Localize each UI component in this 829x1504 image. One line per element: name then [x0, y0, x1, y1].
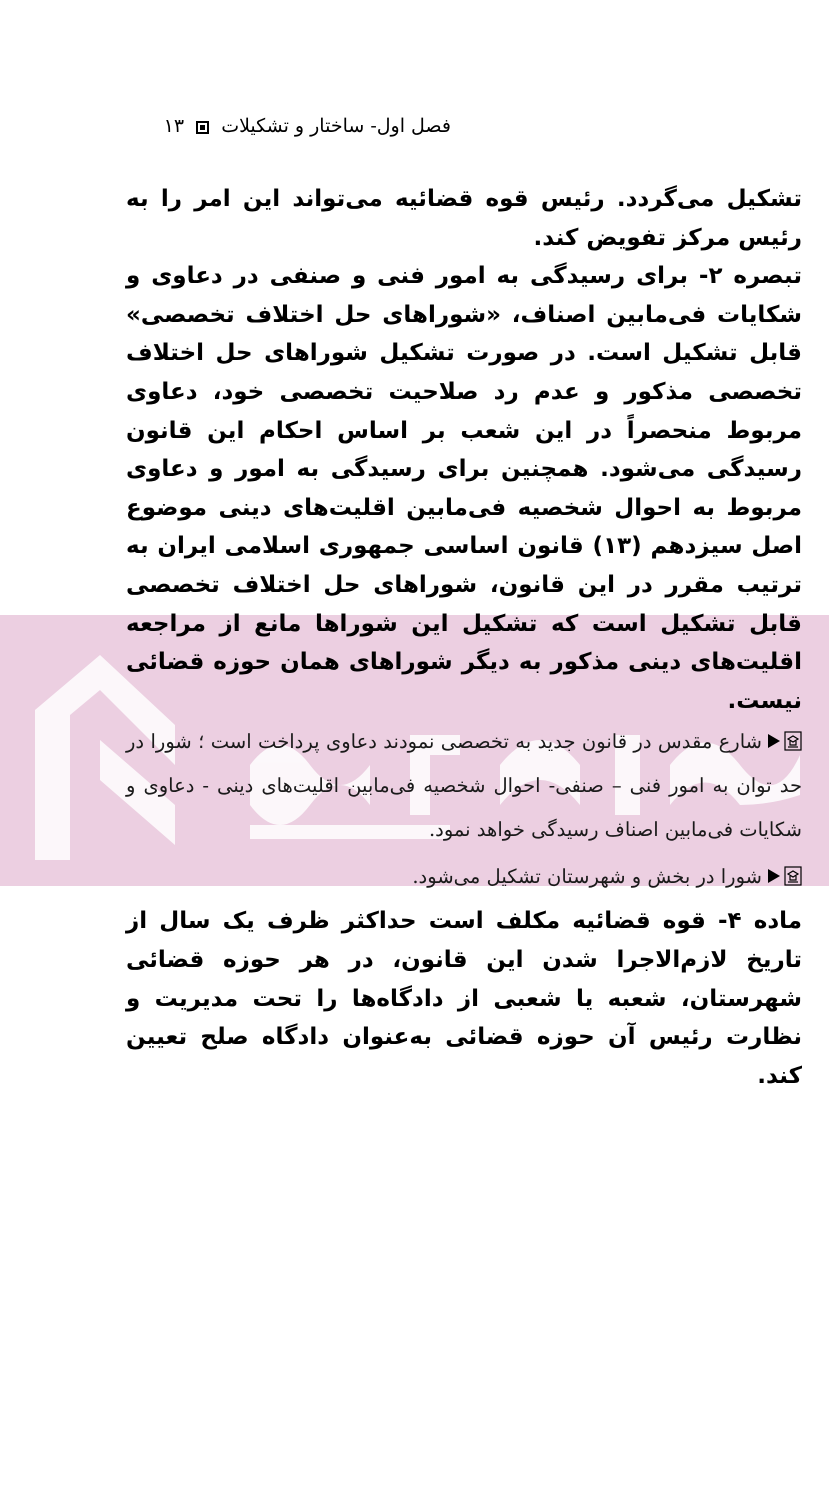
paragraph-article-4: ماده ۴- قوه قضائیه مکلف است حداکثر ظرف یک سال از تاریخ لازم‌الاجرا شدن این قانون، در هر حوزه قضائی شهرستان، شعبه یا شعبی از دادگاه‌ها را تحت مدیریت و نظارت رئیس آن حوزه قضائی به‌عنوان دادگاه صلح تعیین کند. [126, 908, 802, 1089]
scholar-hat-icon [784, 866, 802, 886]
commentary-text-2: شورا در بخش و شهرستان تشکیل می‌شود. [412, 865, 762, 889]
square-bullet-icon [196, 121, 209, 134]
arrow-left-icon [768, 734, 780, 748]
arrow-left-icon [768, 869, 780, 883]
commentary-note [126, 720, 802, 852]
page-header [120, 111, 451, 141]
page-number: ۱۳ [163, 115, 185, 137]
chapter-title: فصل اول- ساختار و تشکیلات [221, 115, 451, 137]
page-content [126, 180, 802, 1095]
commentary-text: شارع مقدس در قانون جدید به تخصصی نمودند دعاوی پرداخت است ؛ شورا در حد توان به امور فنی – صنفی- احوال شخصیه فی‌مابین اقلیت‌های دینی - دعاوی و شکایات فی‌مابین اصناف رسیدگی خواهد نمود. [126, 730, 802, 842]
paragraph-continuation: تشکیل می‌گردد. رئیس قوه قضائیه می‌تواند این امر را به رئیس مرکز تفویض کند. [126, 186, 802, 251]
commentary-note-2 [126, 852, 802, 902]
paragraph-note-2: تبصره ۲- برای رسیدگی به امور فنی و صنفی در دعاوی و شکایات فی‌مابین اصناف، «شوراهای حل اختلاف تخصصی» قابل تشکیل است. در صورت تشکیل شوراهای حل اختلاف تخصصی مذکور و عدم رد صلاحیت تخصصی خود، دعاوی مربوط منحصراً در این شعب بر اساس احکام این قانون رسیدگی می‌شود. همچنین برای رسیدگی به امور و دعاوی مربوط به احوال شخصیه فی‌مابین اقلیت‌های دینی موضوع اصل سیزدهم (۱۳) قانون اساسی جمهوری اسلامی ایران به ترتیب مقرر در این قانون، شوراهای حل اختلاف تخصصی قابل تشکیل است که تشکیل این شوراها مانع از مراجعه اقلیت‌های دینی مذکور به دیگر شوراهای همان حوزه قضائی نیست. [126, 263, 802, 714]
scholar-hat-icon [784, 731, 802, 751]
